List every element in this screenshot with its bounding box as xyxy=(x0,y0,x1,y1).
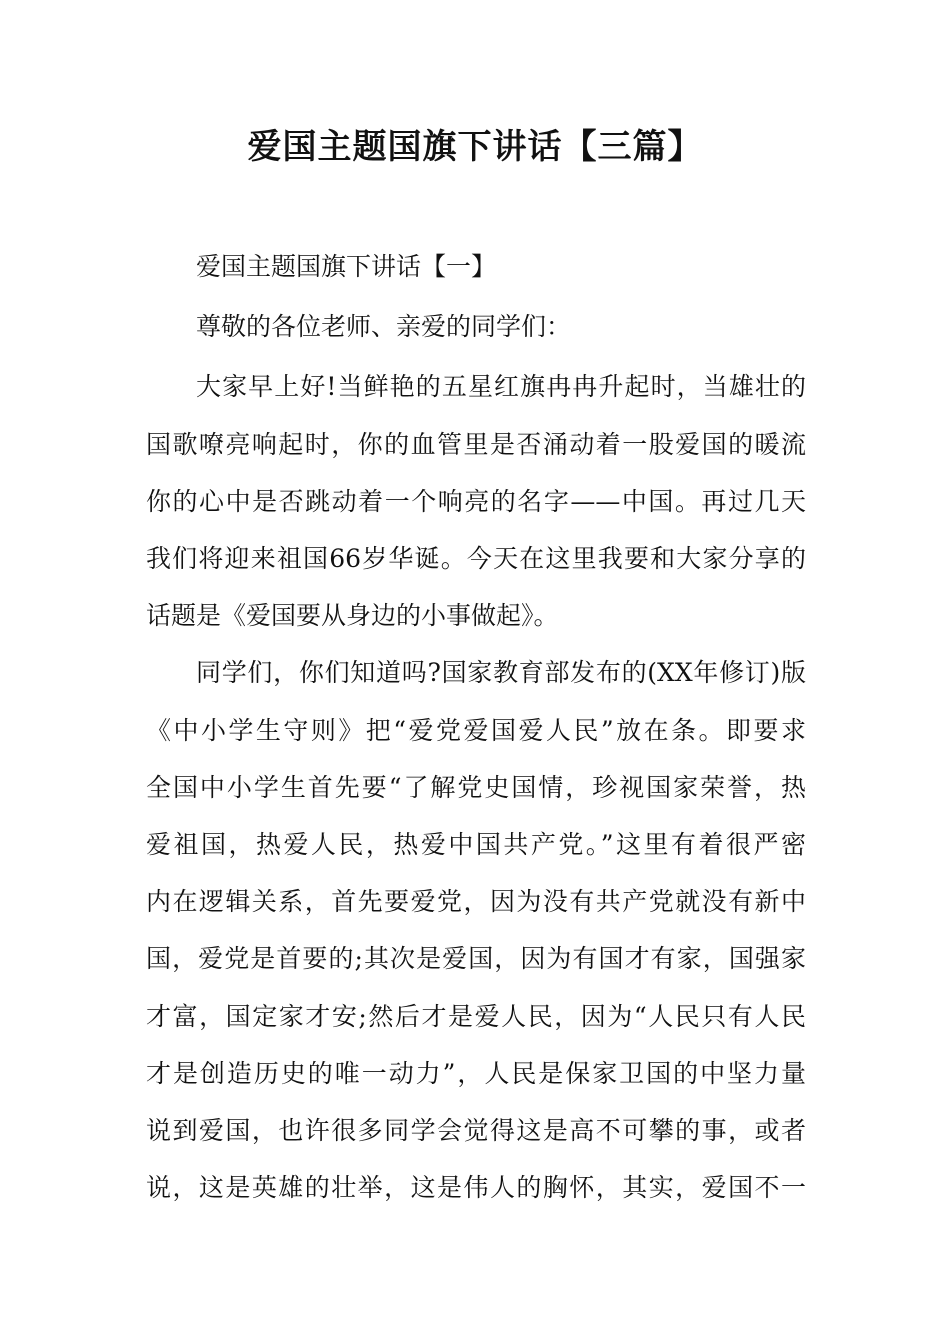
paragraph-line: 你的心中是否跳动着一个响亮的名字——中国。再过几天 xyxy=(146,487,806,516)
section-heading: 爱国主题国旗下讲话【一】 xyxy=(196,252,497,281)
paragraph-line: 《中小学生守则》把“爱党爱国爱人民”放在条。即要求 xyxy=(146,716,806,745)
paragraph-line: 才是创造历史的唯一动力”，人民是保家卫国的中坚力量 xyxy=(146,1059,806,1088)
paragraph-line: 说到爱国，也许很多同学会觉得这是高不可攀的事，或者 xyxy=(146,1116,806,1145)
paragraph-line: 同学们，你们知道吗?国家教育部发布的(XX年修订)版 xyxy=(196,658,806,687)
paragraph-line: 话题是《爱国要从身边的小事做起》。 xyxy=(146,601,559,630)
paragraph-line: 大家早上好!当鲜艳的五星红旗冉冉升起时，当雄壮的 xyxy=(196,372,806,401)
paragraph-line: 爱祖国，热爱人民，热爱中国共产党。”这里有着很严密 xyxy=(146,830,806,859)
salutation: 尊敬的各位老师、亲爱的同学们： xyxy=(196,312,572,341)
paragraph-line: 说，这是英雄的壮举，这是伟人的胸怀，其实，爱国不一 xyxy=(146,1173,806,1202)
paragraph-line: 全国中小学生首先要“了解党史国情，珍视国家荣誉，热 xyxy=(146,773,806,802)
paragraph-line: 我们将迎来祖国66岁华诞。今天在这里我要和大家分享的 xyxy=(146,544,806,573)
paragraph-line: 国歌嘹亮响起时，你的血管里是否涌动着一股爱国的暖流 xyxy=(146,430,806,459)
document-title: 爱国主题国旗下讲话【三篇】 xyxy=(247,127,703,167)
paragraph-line: 才富，国定家才安;然后才是爱人民，因为“人民只有人民 xyxy=(146,1002,806,1031)
paragraph-line: 国，爱党是首要的;其次是爱国，因为有国才有家，国强家 xyxy=(146,944,806,973)
paragraph-line: 内在逻辑关系，首先要爱党，因为没有共产党就没有新中 xyxy=(146,887,806,916)
